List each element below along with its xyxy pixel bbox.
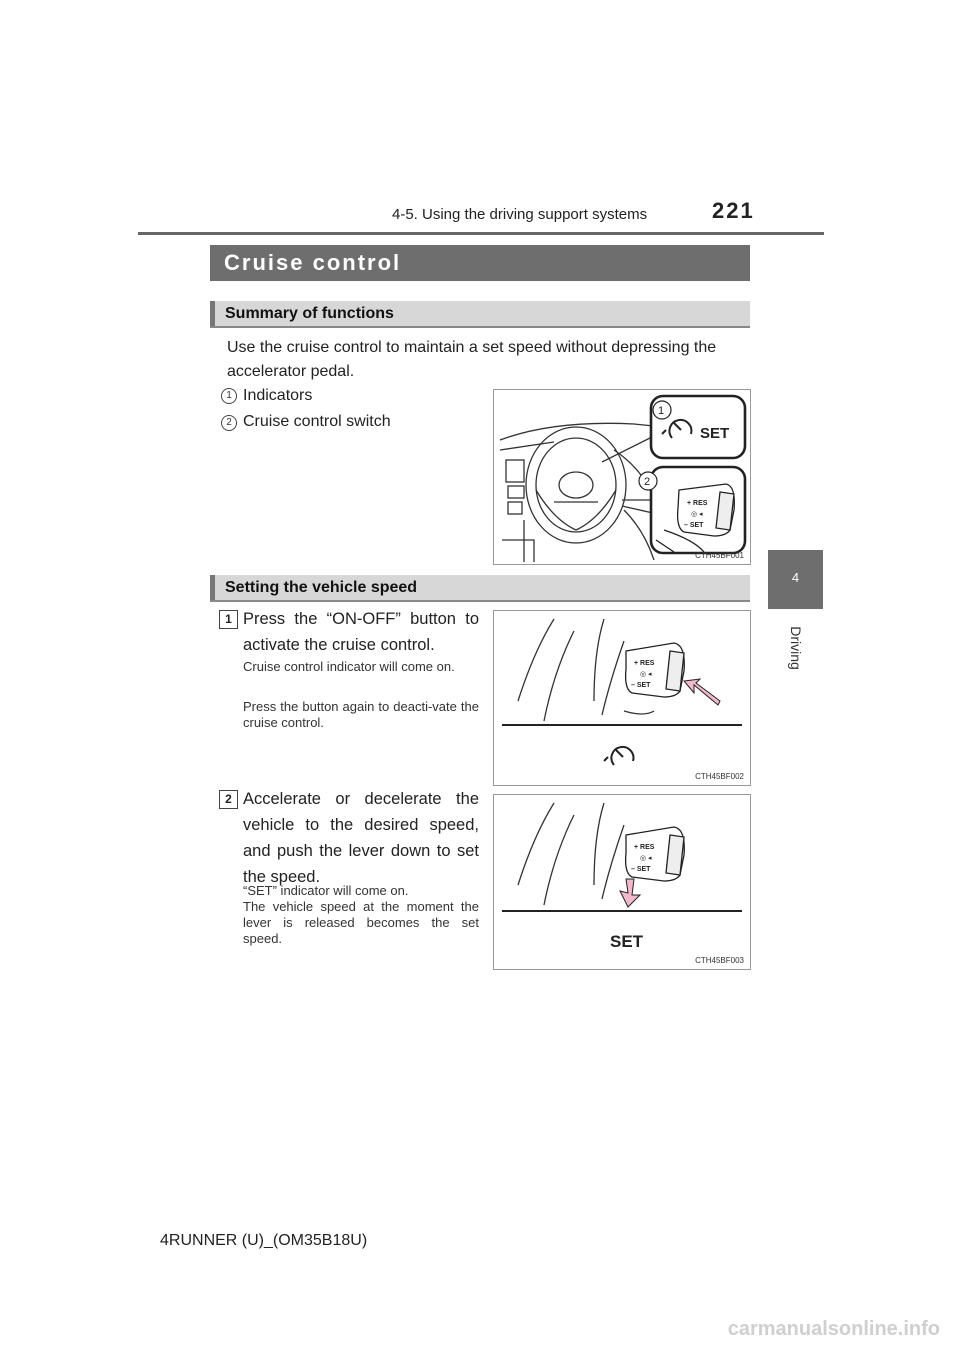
summary-heading-rule [210, 326, 750, 328]
step-number: 2 [219, 790, 238, 809]
callout-number-1: 1 [658, 405, 665, 417]
svg-text:+ RES: + RES [634, 660, 655, 667]
svg-text:– SET: – SET [631, 682, 651, 689]
item-label: Indicators [243, 387, 313, 404]
step-note: Press the button again to deacti-vate the cruise control. [243, 699, 479, 730]
set-lever-figure [493, 794, 751, 970]
svg-text:+ RES: + RES [634, 844, 655, 851]
figure-code: CTH45BF002 [695, 772, 744, 781]
steering-wheel-figure [493, 389, 751, 565]
steering-wheel-illustration [494, 390, 750, 564]
item-marker: 1 [221, 388, 237, 404]
chapter-number: 4 [791, 570, 800, 585]
svg-text:◎ ◂: ◎ ◂ [640, 855, 652, 862]
step-note: The vehicle speed at the moment the lever is released becomes the set speed. [243, 899, 479, 946]
item-marker: 2 [221, 415, 237, 431]
page-number: 221 [712, 198, 755, 223]
svg-text:◎ ◂: ◎ ◂ [691, 511, 703, 518]
press-arrow-icon [684, 679, 720, 705]
setting-heading: Setting the vehicle speed [225, 579, 418, 596]
figure-code: CTH45BF003 [695, 956, 744, 965]
step-note: Cruise control indicator will come on. [243, 659, 455, 674]
header-divider [138, 232, 824, 235]
set-lever-illustration [494, 795, 750, 969]
page-title: Cruise control [224, 250, 402, 275]
svg-text:– SET: – SET [631, 866, 651, 873]
section-header: 4-5. Using the driving support systems [392, 206, 648, 223]
svg-text:◎ ◂: ◎ ◂ [640, 671, 652, 678]
figure-code: CTH45BF001 [695, 551, 744, 560]
svg-text:+ RES: + RES [687, 500, 708, 507]
summary-heading: Summary of functions [225, 305, 394, 322]
set-indicator-label: SET [610, 932, 644, 951]
chapter-label: Driving [787, 626, 804, 670]
step-note: “SET” indicator will come on. [243, 883, 409, 898]
callout-number-2: 2 [644, 476, 651, 488]
onoff-button-illustration [494, 611, 750, 785]
step-instruction: Accelerate or decelerate the vehicle to the desired speed, and push the lever down to set the speed. [243, 790, 479, 886]
step-number: 1 [219, 610, 238, 629]
step-instruction: Press the “ON-OFF” button to activate the cruise control. [243, 610, 479, 654]
watermark: carmanualsonline.info [727, 1318, 940, 1340]
svg-text:– SET: – SET [684, 522, 704, 529]
footer-model-code: 4RUNNER (U)_(OM35B18U) [160, 1232, 368, 1249]
setting-heading-rule [210, 600, 750, 602]
cruise-indicator-icon [604, 747, 633, 765]
set-indicator-label: SET [700, 425, 730, 442]
summary-intro: Use the cruise control to maintain a set speed without depressing the accelerator pedal. [227, 339, 717, 380]
push-down-arrow-icon [620, 879, 640, 907]
item-label: Cruise control switch [243, 413, 391, 430]
onoff-button-figure [493, 610, 751, 786]
